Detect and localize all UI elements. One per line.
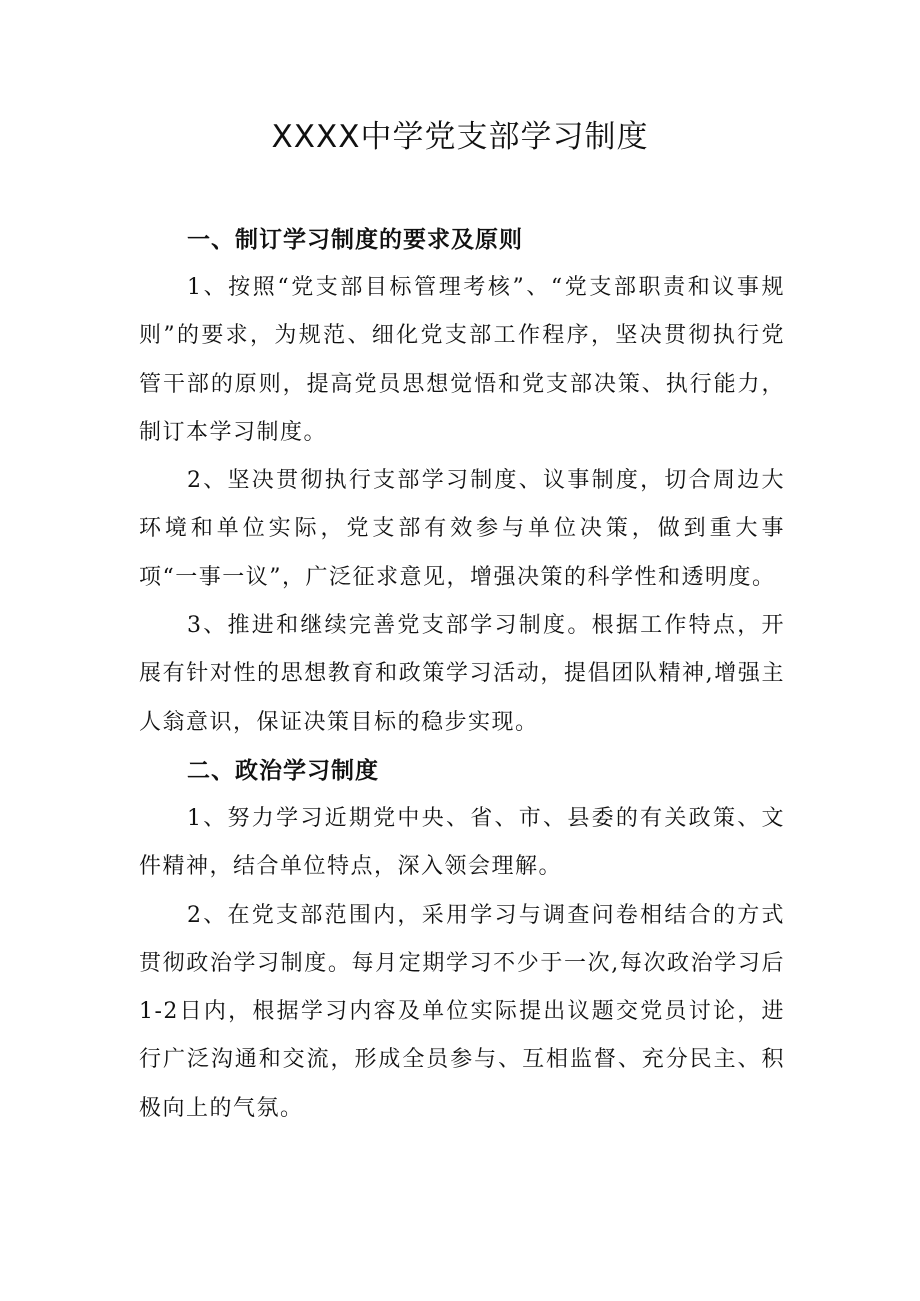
section-1 (139, 216, 785, 747)
paragraph: 2、坚决贯彻执行支部学习制度、议事制度，切合周边大环境和单位实际，党支部有效参与单位决策，做到重大事项“一事一议”，广泛征求意见，增强决策的科学性和透明度。 (139, 468, 785, 590)
paragraph: 3、推进和继续完善党支部学习制度。根据工作特点，开展有针对性的思想教育和政策学习活动，提倡团队精神,增强主人翁意识，保证决策目标的稳步实现。 (139, 613, 785, 735)
section-heading: 一、制订学习制度的要求及原则 (187, 227, 523, 253)
paragraph: 2、在党支部范围内，采用学习与调查问卷相结合的方式贯彻政治学习制度。每月定期学习不少于一次,每次政治学习后1-2日内，根据学习内容及单位实际提出议题交党员讨论，进行广泛沟通和交流，形成全员参与、互相监督、充分民主、积极向上的气氛。 (139, 902, 785, 1121)
paragraph: 1、努力学习近期党中央、省、市、县委的有关政策、文件精神，结合单位特点，深入领会理解。 (139, 805, 785, 880)
paragraph: 1、按照“党支部目标管理考核”、“党支部职责和议事规则”的要求，为规范、细化党支部工作程序，坚决贯彻执行党管干部的原则，提高党员思想觉悟和党支部决策、执行能力，制订本学习制度。 (139, 275, 785, 445)
document-body (139, 216, 785, 1133)
section-2 (139, 747, 785, 1133)
document-title: XXXX中学党支部学习制度 (271, 119, 649, 155)
section-heading: 二、政治学习制度 (187, 757, 379, 784)
